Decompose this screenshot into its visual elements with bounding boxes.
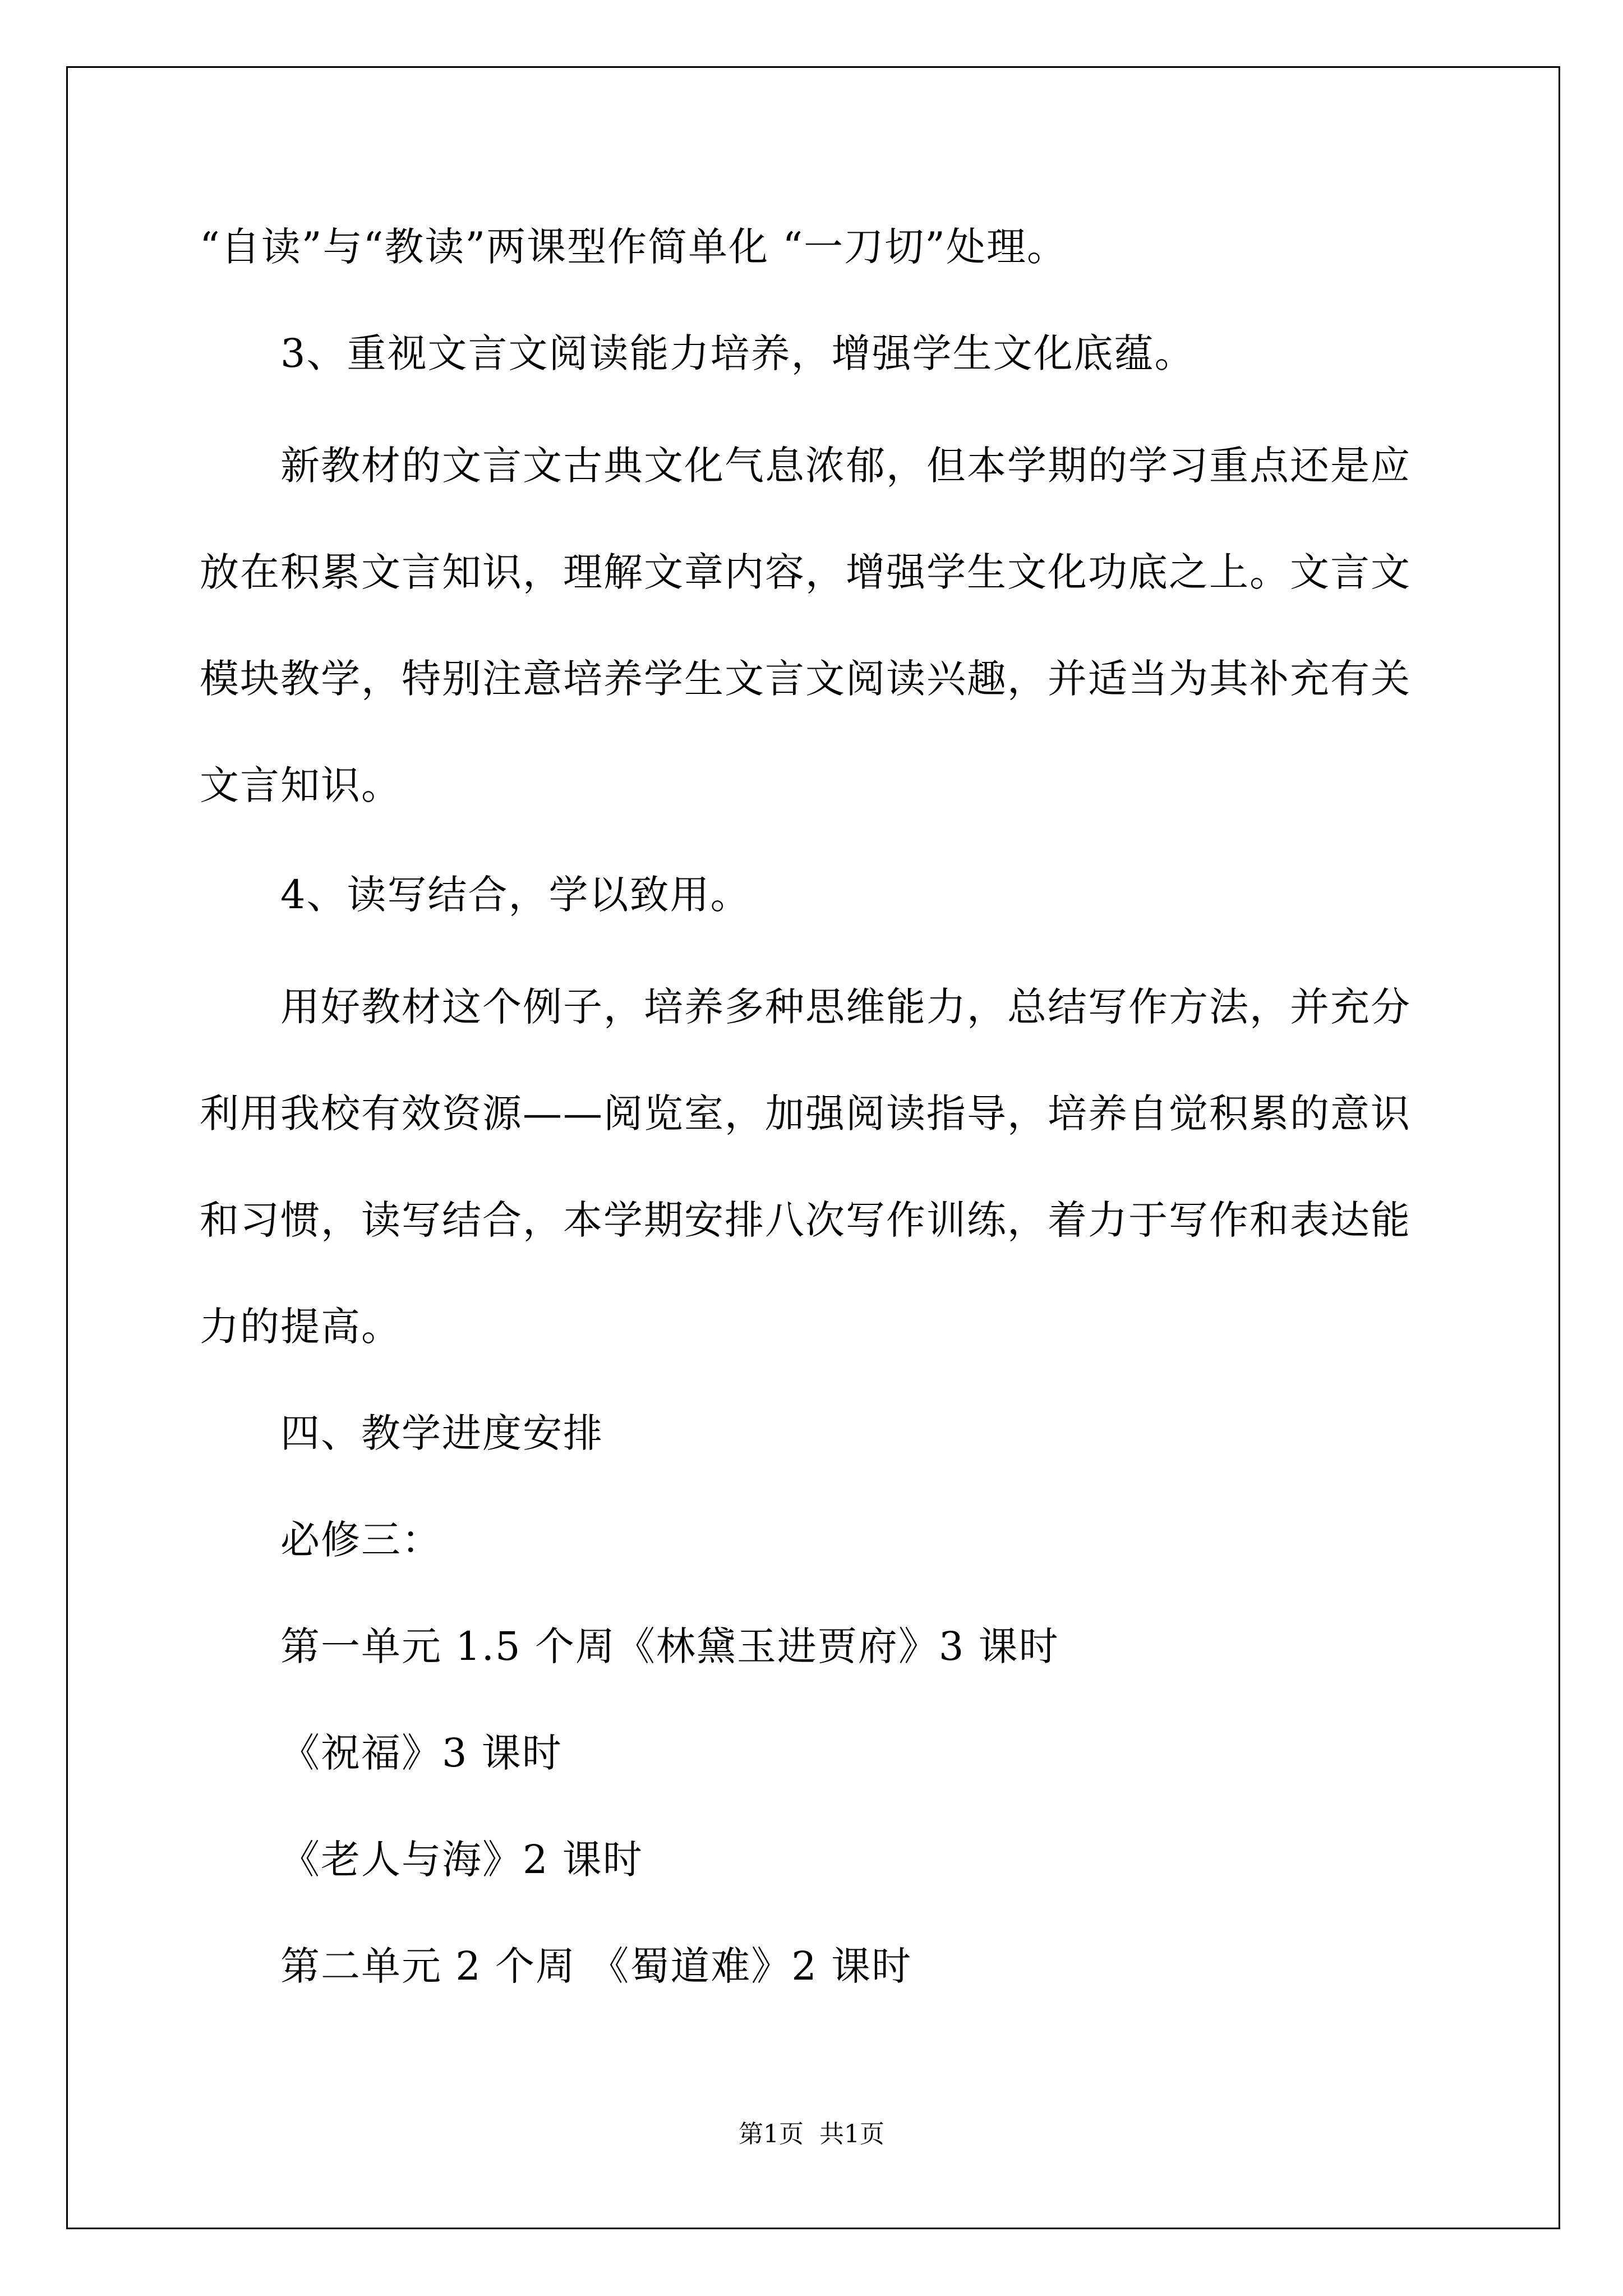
paragraph-line: 新教材的文言文古典文化气息浓郁，但本学期的学习重点还是应 — [280, 443, 1411, 489]
schedule-line: 第二单元 2 个周 《蜀道难》2 课时 — [280, 1943, 912, 1989]
paragraph-line: 模块教学，特别注意培养学生文言文阅读兴趣，并适当为其补充有关 — [200, 656, 1411, 702]
subsection-heading: 必修三： — [280, 1517, 442, 1563]
paragraph-line: “自读”与“教读”两课型作简单化 “一刀切”处理。 — [200, 224, 1067, 270]
paragraph-line: 和习惯，读写结合，本学期安排八次写作训练，着力于写作和表达能 — [200, 1197, 1411, 1243]
heading-line: 3、重视文言文阅读能力培养，增强学生文化底蕴。 — [280, 330, 1195, 376]
paragraph-line: 力的提高。 — [200, 1304, 402, 1350]
page-footer: 第1页 共1页 — [739, 2120, 884, 2148]
paragraph-line: 文言知识。 — [200, 762, 402, 808]
page-border — [66, 66, 1560, 2229]
schedule-line: 第一单元 1.5 个周《林黛玉进贾府》3 课时 — [280, 1623, 1059, 1669]
section-heading: 四、教学进度安排 — [280, 1410, 603, 1456]
paragraph-line: 用好教材这个例子，培养多种思维能力，总结写作方法，并充分 — [280, 984, 1411, 1030]
heading-line: 4、读写结合，学以致用。 — [280, 872, 751, 918]
paragraph-line: 放在积累文言知识，理解文章内容，增强学生文化功底之上。文言文 — [200, 549, 1411, 595]
schedule-line: 《祝福》3 课时 — [280, 1730, 562, 1776]
schedule-line: 《老人与海》2 课时 — [280, 1837, 643, 1883]
paragraph-line: 利用我校有效资源——阅览室，加强阅读指导，培养自觉积累的意识 — [200, 1091, 1411, 1137]
